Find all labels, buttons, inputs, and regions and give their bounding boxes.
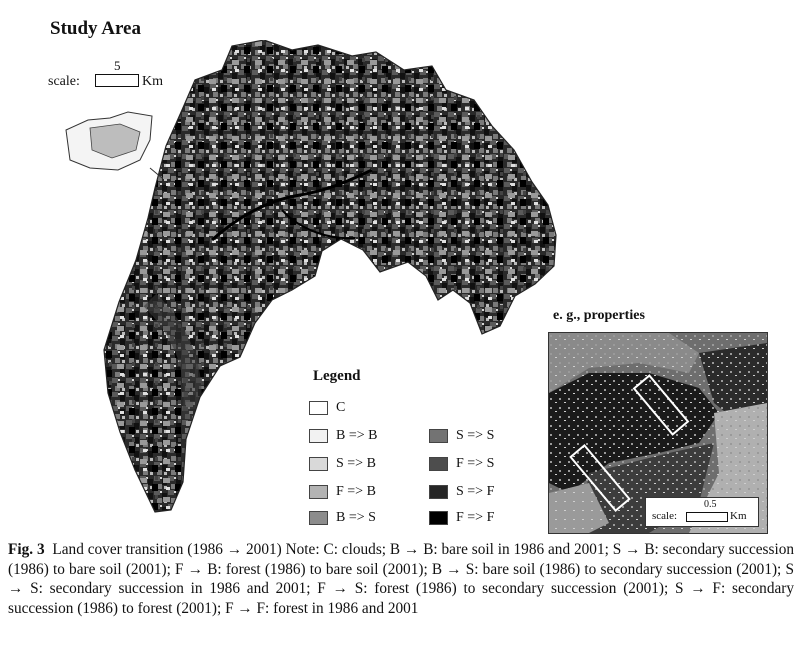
legend <box>305 368 535 528</box>
legend-swatch <box>309 485 328 499</box>
legend-item-s-f <box>429 484 494 500</box>
caption-text: Land cover transition (1986 → 2001) Note: C: clouds; B → B: bare soil in 1986 and 2001; S → B: secondary succession (1986) to bare soil (2001); F → B: forest (1986) to bare soil (2001); B → S: bare soil (1986) to secondary succession (2001); S → S: secondary succession in 1986 and 2001; F → S: forest (1986) to secondary succession (2001); S → F: secondary succession (1986) to forest (2001); F → F: forest in 1986 and 2001 <box>8 541 794 617</box>
scale-label: scale: <box>48 74 80 89</box>
legend-swatch <box>309 401 328 415</box>
legend-label: S => F <box>456 484 495 499</box>
legend-item-b-s <box>309 510 376 526</box>
legend-label: S => B <box>336 456 376 471</box>
legend-item-f-s <box>429 456 494 472</box>
legend-swatch <box>429 511 448 525</box>
inset-title: e. g., properties <box>553 308 645 323</box>
legend-label: F => B <box>336 484 376 499</box>
figure-label: Fig. 3 <box>8 541 45 558</box>
legend-label: B => B <box>336 428 378 443</box>
legend-label: C <box>336 400 346 415</box>
legend-item-b-b <box>309 428 377 444</box>
map-title: Study Area <box>50 18 141 39</box>
map-scale-bar <box>48 58 188 90</box>
inset-scale-label: scale: <box>652 510 678 522</box>
legend-label: S => S <box>456 428 495 443</box>
legend-title: Legend <box>313 368 361 384</box>
scale-unit: Km <box>142 74 163 89</box>
legend-swatch <box>309 429 328 443</box>
legend-swatch <box>309 511 328 525</box>
legend-swatch <box>309 457 328 471</box>
inset-map <box>548 332 768 534</box>
inset-scale-unit: Km <box>730 510 747 522</box>
legend-swatch <box>429 429 448 443</box>
legend-label: F => S <box>456 456 495 471</box>
inset-scale-bar-graphic <box>686 512 728 522</box>
legend-label: F => F <box>456 510 495 525</box>
legend-swatch <box>429 457 448 471</box>
scale-bar-graphic <box>95 74 139 87</box>
inset-scale-distance: 0.5 <box>704 499 717 510</box>
legend-label: B => S <box>336 510 376 525</box>
legend-item-s-b <box>309 456 376 472</box>
scale-distance: 5 <box>114 58 121 73</box>
inset-scale-bar <box>645 497 759 527</box>
legend-item-f-f <box>429 510 494 526</box>
legend-item-f-b <box>309 484 376 500</box>
legend-item-s-s <box>429 428 494 444</box>
legend-swatch <box>429 485 448 499</box>
legend-item-c <box>309 400 345 416</box>
figure-caption <box>8 540 794 618</box>
